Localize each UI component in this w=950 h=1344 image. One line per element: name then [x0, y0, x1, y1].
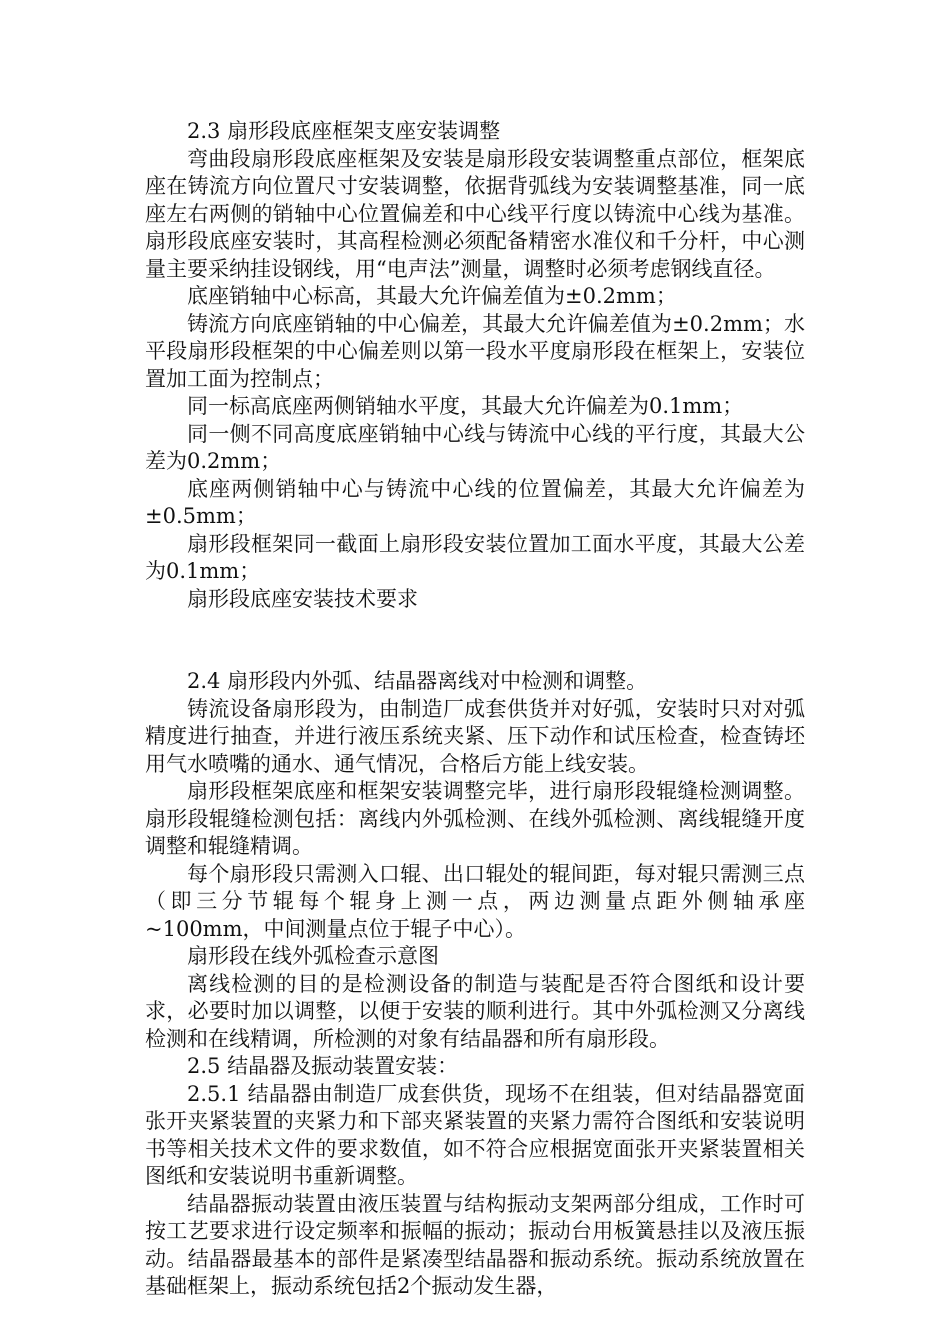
paragraph: 同一标高底座两侧销轴水平度，其最大允许偏差为0.1mm；: [187, 394, 744, 418]
paragraph: 底座两侧销轴中心与铸流中心线的位置偏差，其最大允许偏差为±0.5mm；: [145, 476, 805, 528]
paragraph: 铸流方向底座销轴的中心偏差，其最大允许偏差值为±0.2mm；水平段扇形段框架的中心偏差则以第一段水平度扇形段在框架上，安装位置加工面为控制点；: [145, 311, 805, 391]
paragraph: 扇形段框架底座和框架安装调整完毕，进行扇形段辊缝检测调整。扇形段辊缝检测包括：离线内外弧检测、在线外弧检测、离线辊缝开度调整和辊缝精调。: [145, 779, 805, 858]
paragraph: 同一侧不同高度底座销轴中心线与铸流中心线的平行度，其最大公差为0.2mm；: [145, 421, 805, 473]
section-heading-2-5: 2.5 结晶器及振动装置安装：: [187, 1054, 459, 1078]
paragraph: 底座销轴中心标高，其最大允许偏差值为±0.2mm；: [187, 284, 677, 308]
figure-caption: 扇形段在线外弧检查示意图: [187, 944, 439, 968]
paragraph: 结晶器振动装置由液压装置与结构振动支架两部分组成，工作时可按工艺要求进行设定频率和振幅的振动；振动台用板簧悬挂以及液压振动。结晶器最基本的部件是紧凑型结晶器和振动系统。振动系统放置在基础框架上，振动系统包括2个振动发生器，: [145, 1191, 805, 1298]
paragraph: 弯曲段扇形段底座框架及安装是扇形段安装调整重点部位，框架底座在铸流方向位置尺寸安装调整，依据背弧线为安装调整基准，同一底座左右两侧的销轴中心位置偏差和中心线平行度以铸流中心线为基准。扇形段底座安装时，其高程检测必须配备精密水准仪和千分杆，中心测量主要采纳挂设钢线，用“电声法”测量，调整时必须考虑钢线直径。: [145, 146, 805, 281]
paragraph: 每个扇形段只需测入口辊、出口辊处的辊间距，每对辊只需测三点（即三分节辊每个辊身上测一点，两边测量点距外侧轴承座~100mm，中间测量点位于辊子中心）。: [145, 861, 805, 941]
paragraph: 离线检测的目的是检测设备的制造与装配是否符合图纸和设计要求，必要时加以调整，以便于安装的顺利进行。其中外弧检测又分离线检测和在线精调，所检测的对象有结晶器和所有扇形段。: [145, 971, 805, 1051]
document-page: [145, 118, 805, 1301]
paragraph: 扇形段框架同一截面上扇形段安装位置加工面水平度，其最大公差为0.1mm；: [145, 531, 805, 583]
paragraph: 铸流设备扇形段为，由制造厂成套供货并对好弧，安装时只对对弧精度进行抽查，并进行液压系统夹紧、压下动作和试压检查，检查铸坯用气水喷嘴的通水、通气情况，合格后方能上线安装。: [145, 696, 805, 776]
section-heading-2-4: 2.4 扇形段内外弧、结晶器离线对中检测和调整。: [187, 669, 648, 693]
paragraph: 2.5.1 结晶器由制造厂成套供货，现场不在组装，但对结晶器宽面张开夹紧装置的夹紧力和下部夹紧装置的夹紧力需符合图纸和安装说明书等相关技术文件的要求数值，如不符合应根据宽面张开夹紧装置相关图纸和安装说明书重新调整。: [145, 1081, 805, 1188]
section-heading-2-3: 2.3 扇形段底座框架支座安装调整: [187, 119, 501, 143]
figure-placeholder: [145, 613, 805, 668]
figure-caption: 扇形段底座安装技术要求: [187, 586, 418, 611]
